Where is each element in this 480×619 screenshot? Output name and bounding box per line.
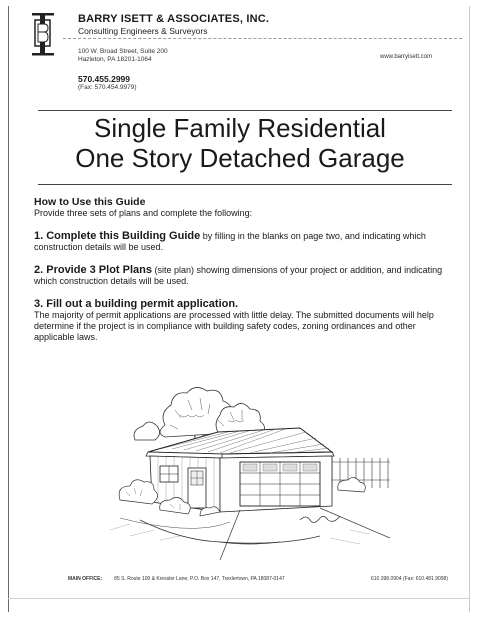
header-divider: [63, 38, 462, 39]
title-line-1: Single Family Residential: [94, 113, 386, 143]
office-address: [78, 48, 168, 64]
step-1-text: by filling in the blanks on page two, and indicating which construction details will be used.: [34, 231, 426, 252]
phone-number: 570.455.2999: [78, 74, 130, 84]
step-2-heading: 2. Provide 3 Plot Plans: [34, 264, 152, 276]
company-header: [78, 13, 269, 36]
footer-address: 85 S. Route 100 & Kressler Lane, P.O. Box 147, Trexlertown, PA 18087-0147: [114, 576, 285, 582]
footer-phone: 610.398.0904 (Fax: 610.481.9098): [370, 576, 448, 582]
garage-illustration: [100, 370, 390, 560]
footer: [68, 576, 468, 582]
page-bottom-edge: [8, 598, 470, 599]
address-line-2: Hazleton, PA 18201-1064: [78, 56, 152, 63]
driveway: [140, 508, 390, 560]
guide-heading: How to Use this Guide: [34, 196, 146, 208]
title-rule-top: [38, 110, 452, 111]
guide-content: [34, 197, 446, 343]
company-logo-icon: [32, 10, 54, 58]
guide-step-3: [34, 299, 446, 343]
guide-step-2: [34, 265, 446, 287]
website-link[interactable]: www.barryisett.com: [379, 54, 432, 60]
step-3-heading: 3. Fill out a building permit application.: [34, 298, 239, 310]
step-1-heading: 1. Complete this Building Guide: [34, 230, 201, 242]
document-title: [0, 113, 480, 173]
title-line-2: One Story Detached Garage: [75, 143, 405, 173]
guide-intro: Provide three sets of plans and complete the following:: [34, 208, 253, 218]
company-subtitle: Consulting Engineers & Surveyors: [78, 26, 208, 36]
step-2-text: (site plan) showing dimensions of your project or addition, and indicating which construction details will be used.: [34, 265, 443, 286]
step-3-text: The majority of permit applications are processed with little delay. The submitted documents will help determine if the project is in compliance with building safety codes, zoning ordinances and other applicable laws.: [34, 310, 434, 342]
footer-label: MAIN OFFICE:: [68, 576, 103, 582]
artist-signature-icon: [300, 516, 340, 523]
guide-step-1: [34, 231, 446, 253]
company-name: BARRY ISETT & ASSOCIATES, INC.: [78, 13, 270, 25]
address-line-1: 100 W. Broad Street, Suite 200: [78, 48, 168, 55]
title-rule-bottom: [38, 184, 452, 185]
fax-number: (Fax: 570.454.9979): [78, 84, 137, 91]
